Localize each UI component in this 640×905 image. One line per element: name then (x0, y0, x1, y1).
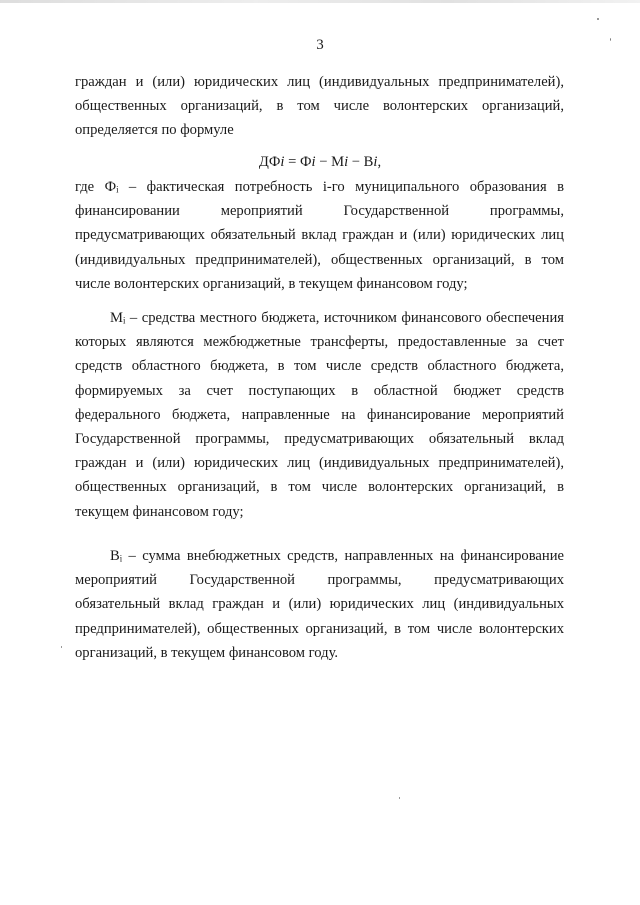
formula-sub-4: i (373, 154, 378, 170)
scan-top-edge (0, 0, 640, 3)
formula-left: ДФ (258, 154, 281, 170)
definition-v: Вᵢ – сумма внебюджетных средств, направленных на финансирование мероприятий Государственной программы, предусматривающих обязательный вклад граждан и (или) юридических лиц (индивидуальных предпринимателей), общественных организаций, в том числе волонтерских организаций, в текущем финансовом году. (75, 548, 564, 661)
formula-minus-m: − М (319, 154, 345, 170)
formula (0, 150, 640, 174)
formula-sub-1: i (280, 154, 285, 170)
formula-minus-v: − В (351, 154, 374, 170)
formula-tail: , (377, 154, 382, 170)
scan-speck (399, 797, 400, 799)
formula-eq: = Ф (288, 154, 312, 170)
scan-speck (597, 18, 599, 20)
paragraph-intro: граждан и (или) юридических лиц (индивидуальных предпринимателей), общественных организаций, в том числе волонтерских организаций, определяется по формуле (75, 74, 564, 139)
scan-speck (610, 38, 611, 41)
formula-sub-2: i (311, 154, 316, 170)
formula-sub-3: i (344, 154, 349, 170)
scan-speck (61, 646, 62, 648)
page-number: 3 (316, 37, 324, 53)
definition-m: Mᵢ – средства местного бюджета, источником финансового обеспечения которых являются межбюджетные трансферты, предоставленные за счет средств областного бюджета, в том числе средств областного бюджета, формируемых за счет поступающих в областной бюджет средств федерального бюджета, направленные на финансирование мероприятий Государственной программы, предусматривающих обязательный вклад граждан и (или) юридических лиц (индивидуальных предпринимателей), общественных организаций, в том числе волонтерских организаций, в текущем финансовом году; (75, 310, 564, 520)
definition-phi: где Фᵢ – фактическая потребность i-го муниципального образования в финансировании мероприятий Государственной программы, предусматривающих обязательный вклад граждан и (или) юридических лиц (индивидуальных предпринимателей), общественных организаций, в том числе волонтерских организаций, в текущем финансовом году; (75, 179, 564, 292)
